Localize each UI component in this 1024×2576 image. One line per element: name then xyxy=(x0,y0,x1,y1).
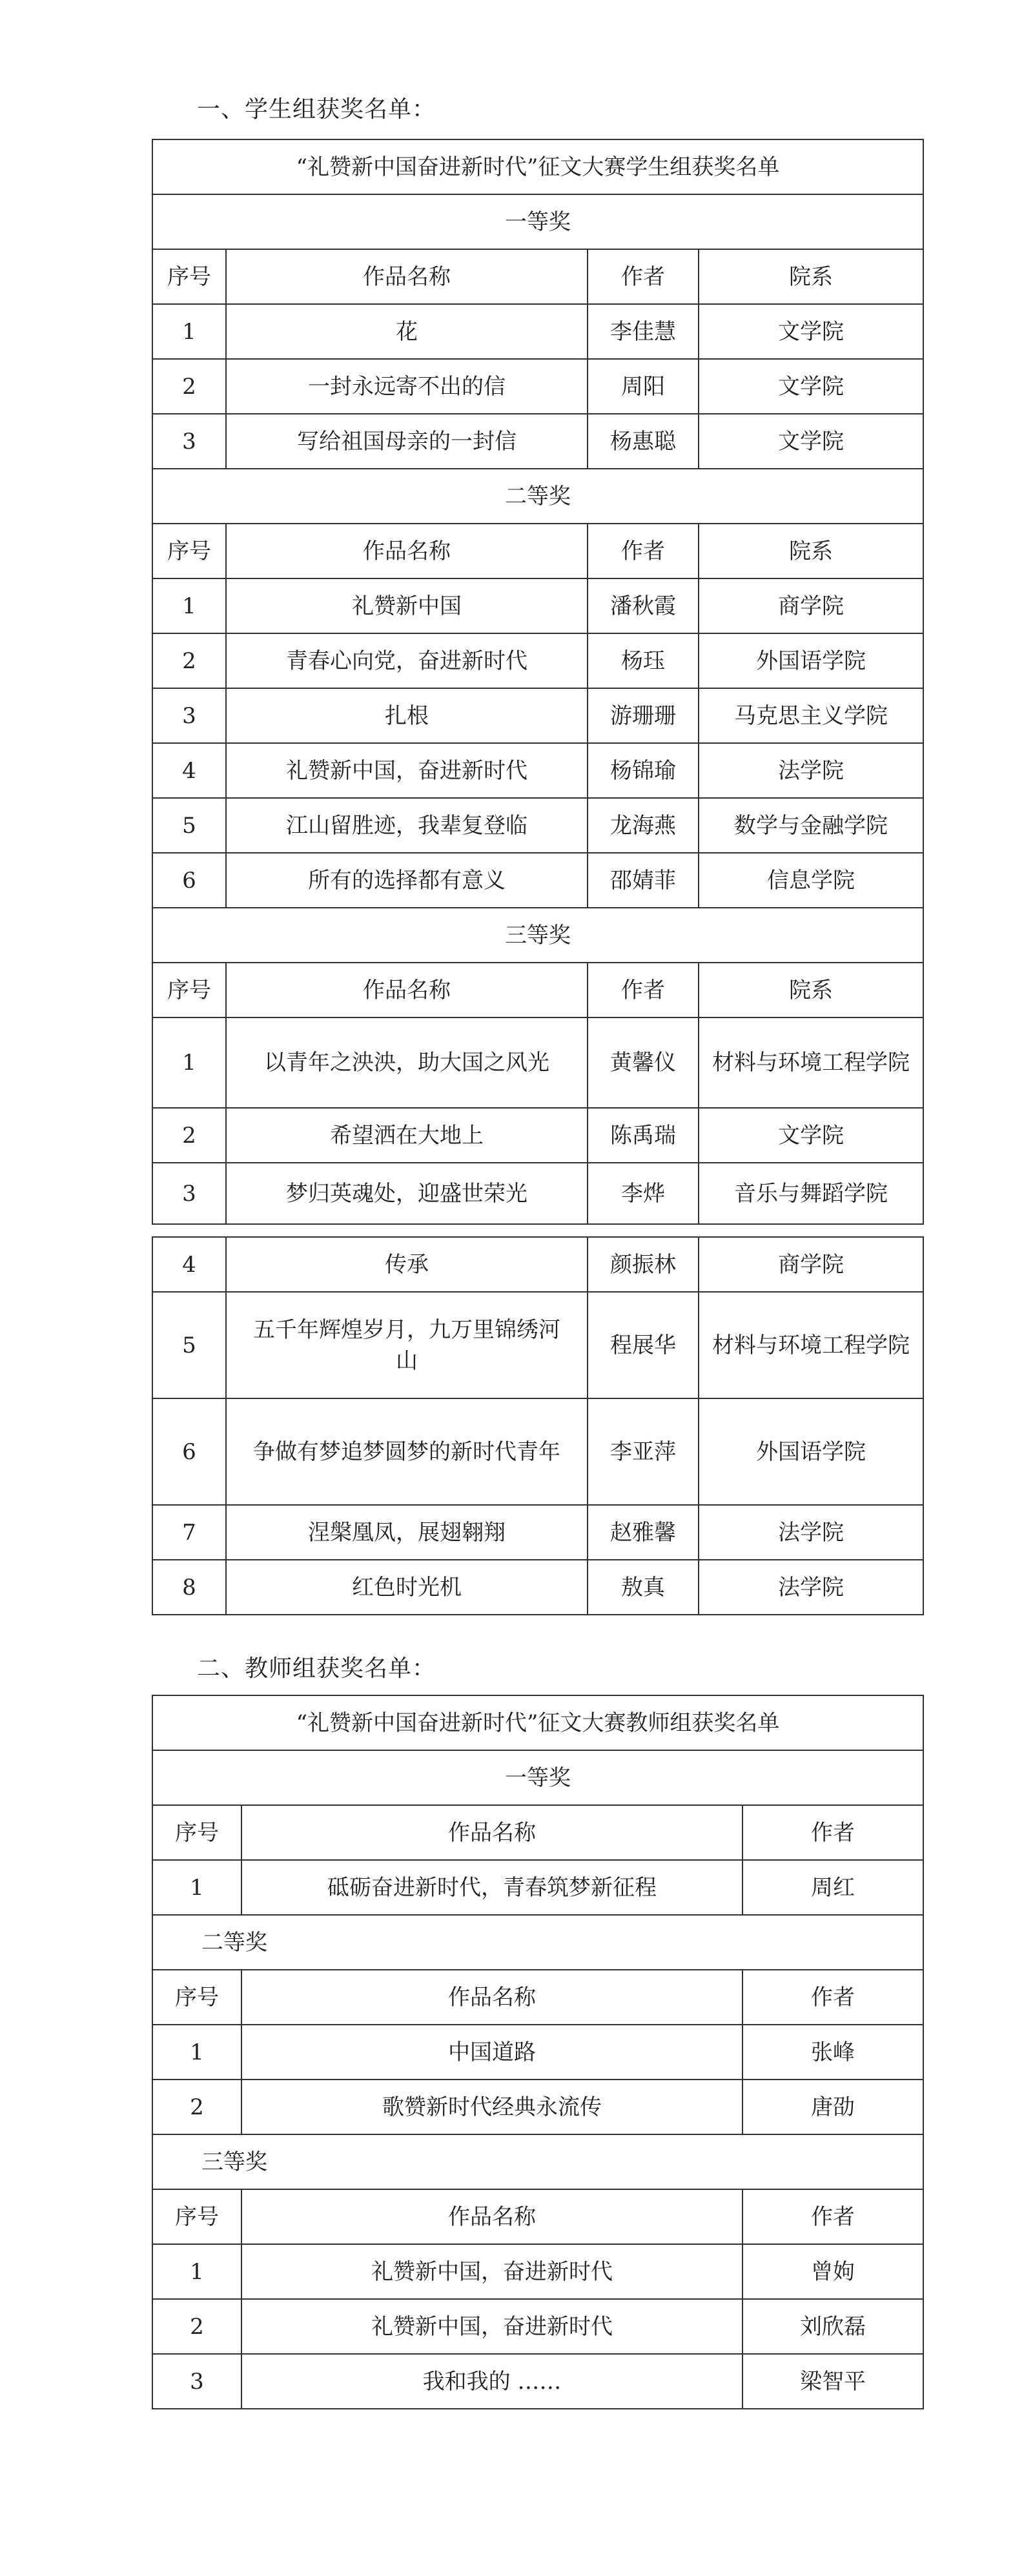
row-author: 张峰 xyxy=(742,2025,923,2080)
student-column-header xyxy=(152,524,923,578)
col-work: 作品名称 xyxy=(226,524,588,578)
row-author: 曾姁 xyxy=(742,2244,923,2299)
col-author: 作者 xyxy=(588,524,699,578)
row-work: 青春心向党，奋进新时代 xyxy=(226,633,588,688)
row-dept: 数学与金融学院 xyxy=(699,798,923,853)
row-author: 游珊珊 xyxy=(588,688,699,743)
col-author: 作者 xyxy=(588,249,699,304)
table-row xyxy=(152,1237,923,1292)
table-row xyxy=(152,2299,923,2354)
col-no: 序号 xyxy=(152,1805,241,1860)
teacher-column-header xyxy=(152,1805,923,1860)
row-no: 3 xyxy=(152,414,226,469)
row-author: 陈禹瑞 xyxy=(588,1108,699,1163)
row-no: 4 xyxy=(152,743,226,798)
row-work: 五千年辉煌岁月，九万里锦绣河山 xyxy=(226,1292,588,1398)
teacher-awards-table xyxy=(152,1695,924,2409)
teacher-first-prize-label: 一等奖 xyxy=(152,1750,923,1805)
row-work: 中国道路 xyxy=(241,2025,742,2080)
col-author: 作者 xyxy=(588,963,699,1017)
table-row xyxy=(152,1163,923,1224)
teacher-section-heading: 二、教师组获奖名单： xyxy=(197,1655,436,1682)
row-author: 李亚萍 xyxy=(588,1398,699,1505)
row-no: 3 xyxy=(152,2354,241,2409)
row-dept: 文学院 xyxy=(699,304,923,359)
row-dept: 音乐与舞蹈学院 xyxy=(699,1163,923,1224)
student-section-heading: 一、学生组获奖名单： xyxy=(197,96,436,123)
row-author: 周红 xyxy=(742,1860,923,1915)
table-row xyxy=(152,1560,923,1615)
table-row xyxy=(152,743,923,798)
row-author: 龙海燕 xyxy=(588,798,699,853)
row-author: 周阳 xyxy=(588,359,699,414)
row-no: 1 xyxy=(152,1860,241,1915)
student-first-prize-label: 一等奖 xyxy=(152,194,923,249)
row-author: 刘欣磊 xyxy=(742,2299,923,2354)
col-work: 作品名称 xyxy=(226,963,588,1017)
row-work: 希望洒在大地上 xyxy=(226,1108,588,1163)
row-work: 涅槃凰凤，展翅翱翔 xyxy=(226,1505,588,1560)
row-no: 6 xyxy=(152,853,226,908)
row-dept: 文学院 xyxy=(699,359,923,414)
col-no: 序号 xyxy=(152,524,226,578)
row-dept: 材料与环境工程学院 xyxy=(699,1292,923,1398)
row-author: 杨锦瑜 xyxy=(588,743,699,798)
row-work: 江山留胜迹，我辈复登临 xyxy=(226,798,588,853)
teacher-column-header xyxy=(152,2189,923,2244)
student-table-title: “礼赞新中国奋进新时代”征文大赛学生组获奖名单 xyxy=(152,139,923,194)
row-no: 7 xyxy=(152,1505,226,1560)
col-author: 作者 xyxy=(742,1805,923,1860)
table-row xyxy=(152,1017,923,1108)
teacher-column-header xyxy=(152,1970,923,2025)
teacher-table-title: “礼赞新中国奋进新时代”征文大赛教师组获奖名单 xyxy=(152,1695,923,1750)
table-row xyxy=(152,798,923,853)
row-dept: 法学院 xyxy=(699,1505,923,1560)
row-dept: 法学院 xyxy=(699,743,923,798)
table-row xyxy=(152,2354,923,2409)
col-no: 序号 xyxy=(152,963,226,1017)
row-work: 礼赞新中国，奋进新时代 xyxy=(241,2299,742,2354)
row-author: 梁智平 xyxy=(742,2354,923,2409)
row-author: 敖真 xyxy=(588,1560,699,1615)
row-no: 5 xyxy=(152,1292,226,1398)
row-dept: 文学院 xyxy=(699,1108,923,1163)
row-dept: 外国语学院 xyxy=(699,1398,923,1505)
row-work: 扎根 xyxy=(226,688,588,743)
table-row xyxy=(152,1398,923,1505)
row-dept: 信息学院 xyxy=(699,853,923,908)
col-no: 序号 xyxy=(152,1970,241,2025)
row-author: 程展华 xyxy=(588,1292,699,1398)
row-work: 传承 xyxy=(226,1237,588,1292)
student-third-prize-label: 三等奖 xyxy=(152,908,923,963)
col-author: 作者 xyxy=(742,2189,923,2244)
col-work: 作品名称 xyxy=(241,2189,742,2244)
row-author: 赵雅馨 xyxy=(588,1505,699,1560)
row-no: 2 xyxy=(152,359,226,414)
row-work: 歌赞新时代经典永流传 xyxy=(241,2080,742,2134)
row-dept: 法学院 xyxy=(699,1560,923,1615)
row-work: 礼赞新中国，奋进新时代 xyxy=(226,743,588,798)
table-row xyxy=(152,359,923,414)
table-row xyxy=(152,1292,923,1398)
table-row xyxy=(152,578,923,633)
row-dept: 文学院 xyxy=(699,414,923,469)
row-author: 潘秋霞 xyxy=(588,578,699,633)
row-work: 砥砺奋进新时代，青春筑梦新征程 xyxy=(241,1860,742,1915)
col-work: 作品名称 xyxy=(226,249,588,304)
row-work: 梦归英魂处，迎盛世荣光 xyxy=(226,1163,588,1224)
col-dept: 院系 xyxy=(699,249,923,304)
table-row xyxy=(152,2080,923,2134)
row-dept: 商学院 xyxy=(699,578,923,633)
student-awards-table-continued xyxy=(152,1236,924,1615)
row-no: 1 xyxy=(152,304,226,359)
row-no: 2 xyxy=(152,2299,241,2354)
table-row xyxy=(152,304,923,359)
row-dept: 马克思主义学院 xyxy=(699,688,923,743)
table-row xyxy=(152,2244,923,2299)
table-row xyxy=(152,853,923,908)
row-work: 以青年之泱泱，助大国之风光 xyxy=(226,1017,588,1108)
row-author: 李烨 xyxy=(588,1163,699,1224)
col-dept: 院系 xyxy=(699,524,923,578)
row-work: 一封永远寄不出的信 xyxy=(226,359,588,414)
table-row xyxy=(152,1108,923,1163)
row-dept: 材料与环境工程学院 xyxy=(699,1017,923,1108)
student-column-header xyxy=(152,963,923,1017)
col-work: 作品名称 xyxy=(241,1805,742,1860)
row-no: 1 xyxy=(152,2244,241,2299)
table-row xyxy=(152,688,923,743)
row-no: 4 xyxy=(152,1237,226,1292)
student-column-header xyxy=(152,249,923,304)
row-work: 争做有梦追梦圆梦的新时代青年 xyxy=(226,1398,588,1505)
row-no: 3 xyxy=(152,1163,226,1224)
col-no: 序号 xyxy=(152,2189,241,2244)
row-no: 6 xyxy=(152,1398,226,1505)
col-work: 作品名称 xyxy=(241,1970,742,2025)
row-author: 杨惠聪 xyxy=(588,414,699,469)
row-work: 我和我的 …… xyxy=(241,2354,742,2409)
table-row xyxy=(152,1860,923,1915)
row-no: 5 xyxy=(152,798,226,853)
row-dept: 商学院 xyxy=(699,1237,923,1292)
row-no: 3 xyxy=(152,688,226,743)
row-no: 8 xyxy=(152,1560,226,1615)
teacher-third-prize-label: 三等奖 xyxy=(152,2134,923,2189)
row-no: 1 xyxy=(152,2025,241,2080)
table-row xyxy=(152,633,923,688)
col-author: 作者 xyxy=(742,1970,923,2025)
row-author: 李佳慧 xyxy=(588,304,699,359)
col-dept: 院系 xyxy=(699,963,923,1017)
row-work: 花 xyxy=(226,304,588,359)
table-row xyxy=(152,1505,923,1560)
student-awards-table xyxy=(152,139,924,1225)
row-work: 礼赞新中国 xyxy=(226,578,588,633)
row-no: 2 xyxy=(152,1108,226,1163)
row-author: 黄馨仪 xyxy=(588,1017,699,1108)
row-author: 颜振林 xyxy=(588,1237,699,1292)
row-no: 1 xyxy=(152,1017,226,1108)
row-work: 所有的选择都有意义 xyxy=(226,853,588,908)
table-row xyxy=(152,2025,923,2080)
row-no: 2 xyxy=(152,633,226,688)
teacher-second-prize-label: 二等奖 xyxy=(152,1915,923,1970)
row-work: 礼赞新中国，奋进新时代 xyxy=(241,2244,742,2299)
col-no: 序号 xyxy=(152,249,226,304)
row-no: 2 xyxy=(152,2080,241,2134)
row-author: 杨珏 xyxy=(588,633,699,688)
row-author: 唐劭 xyxy=(742,2080,923,2134)
table-row xyxy=(152,414,923,469)
row-work: 写给祖国母亲的一封信 xyxy=(226,414,588,469)
row-no: 1 xyxy=(152,578,226,633)
row-work: 红色时光机 xyxy=(226,1560,588,1615)
student-second-prize-label: 二等奖 xyxy=(152,469,923,524)
row-author: 邵婧菲 xyxy=(588,853,699,908)
row-dept: 外国语学院 xyxy=(699,633,923,688)
